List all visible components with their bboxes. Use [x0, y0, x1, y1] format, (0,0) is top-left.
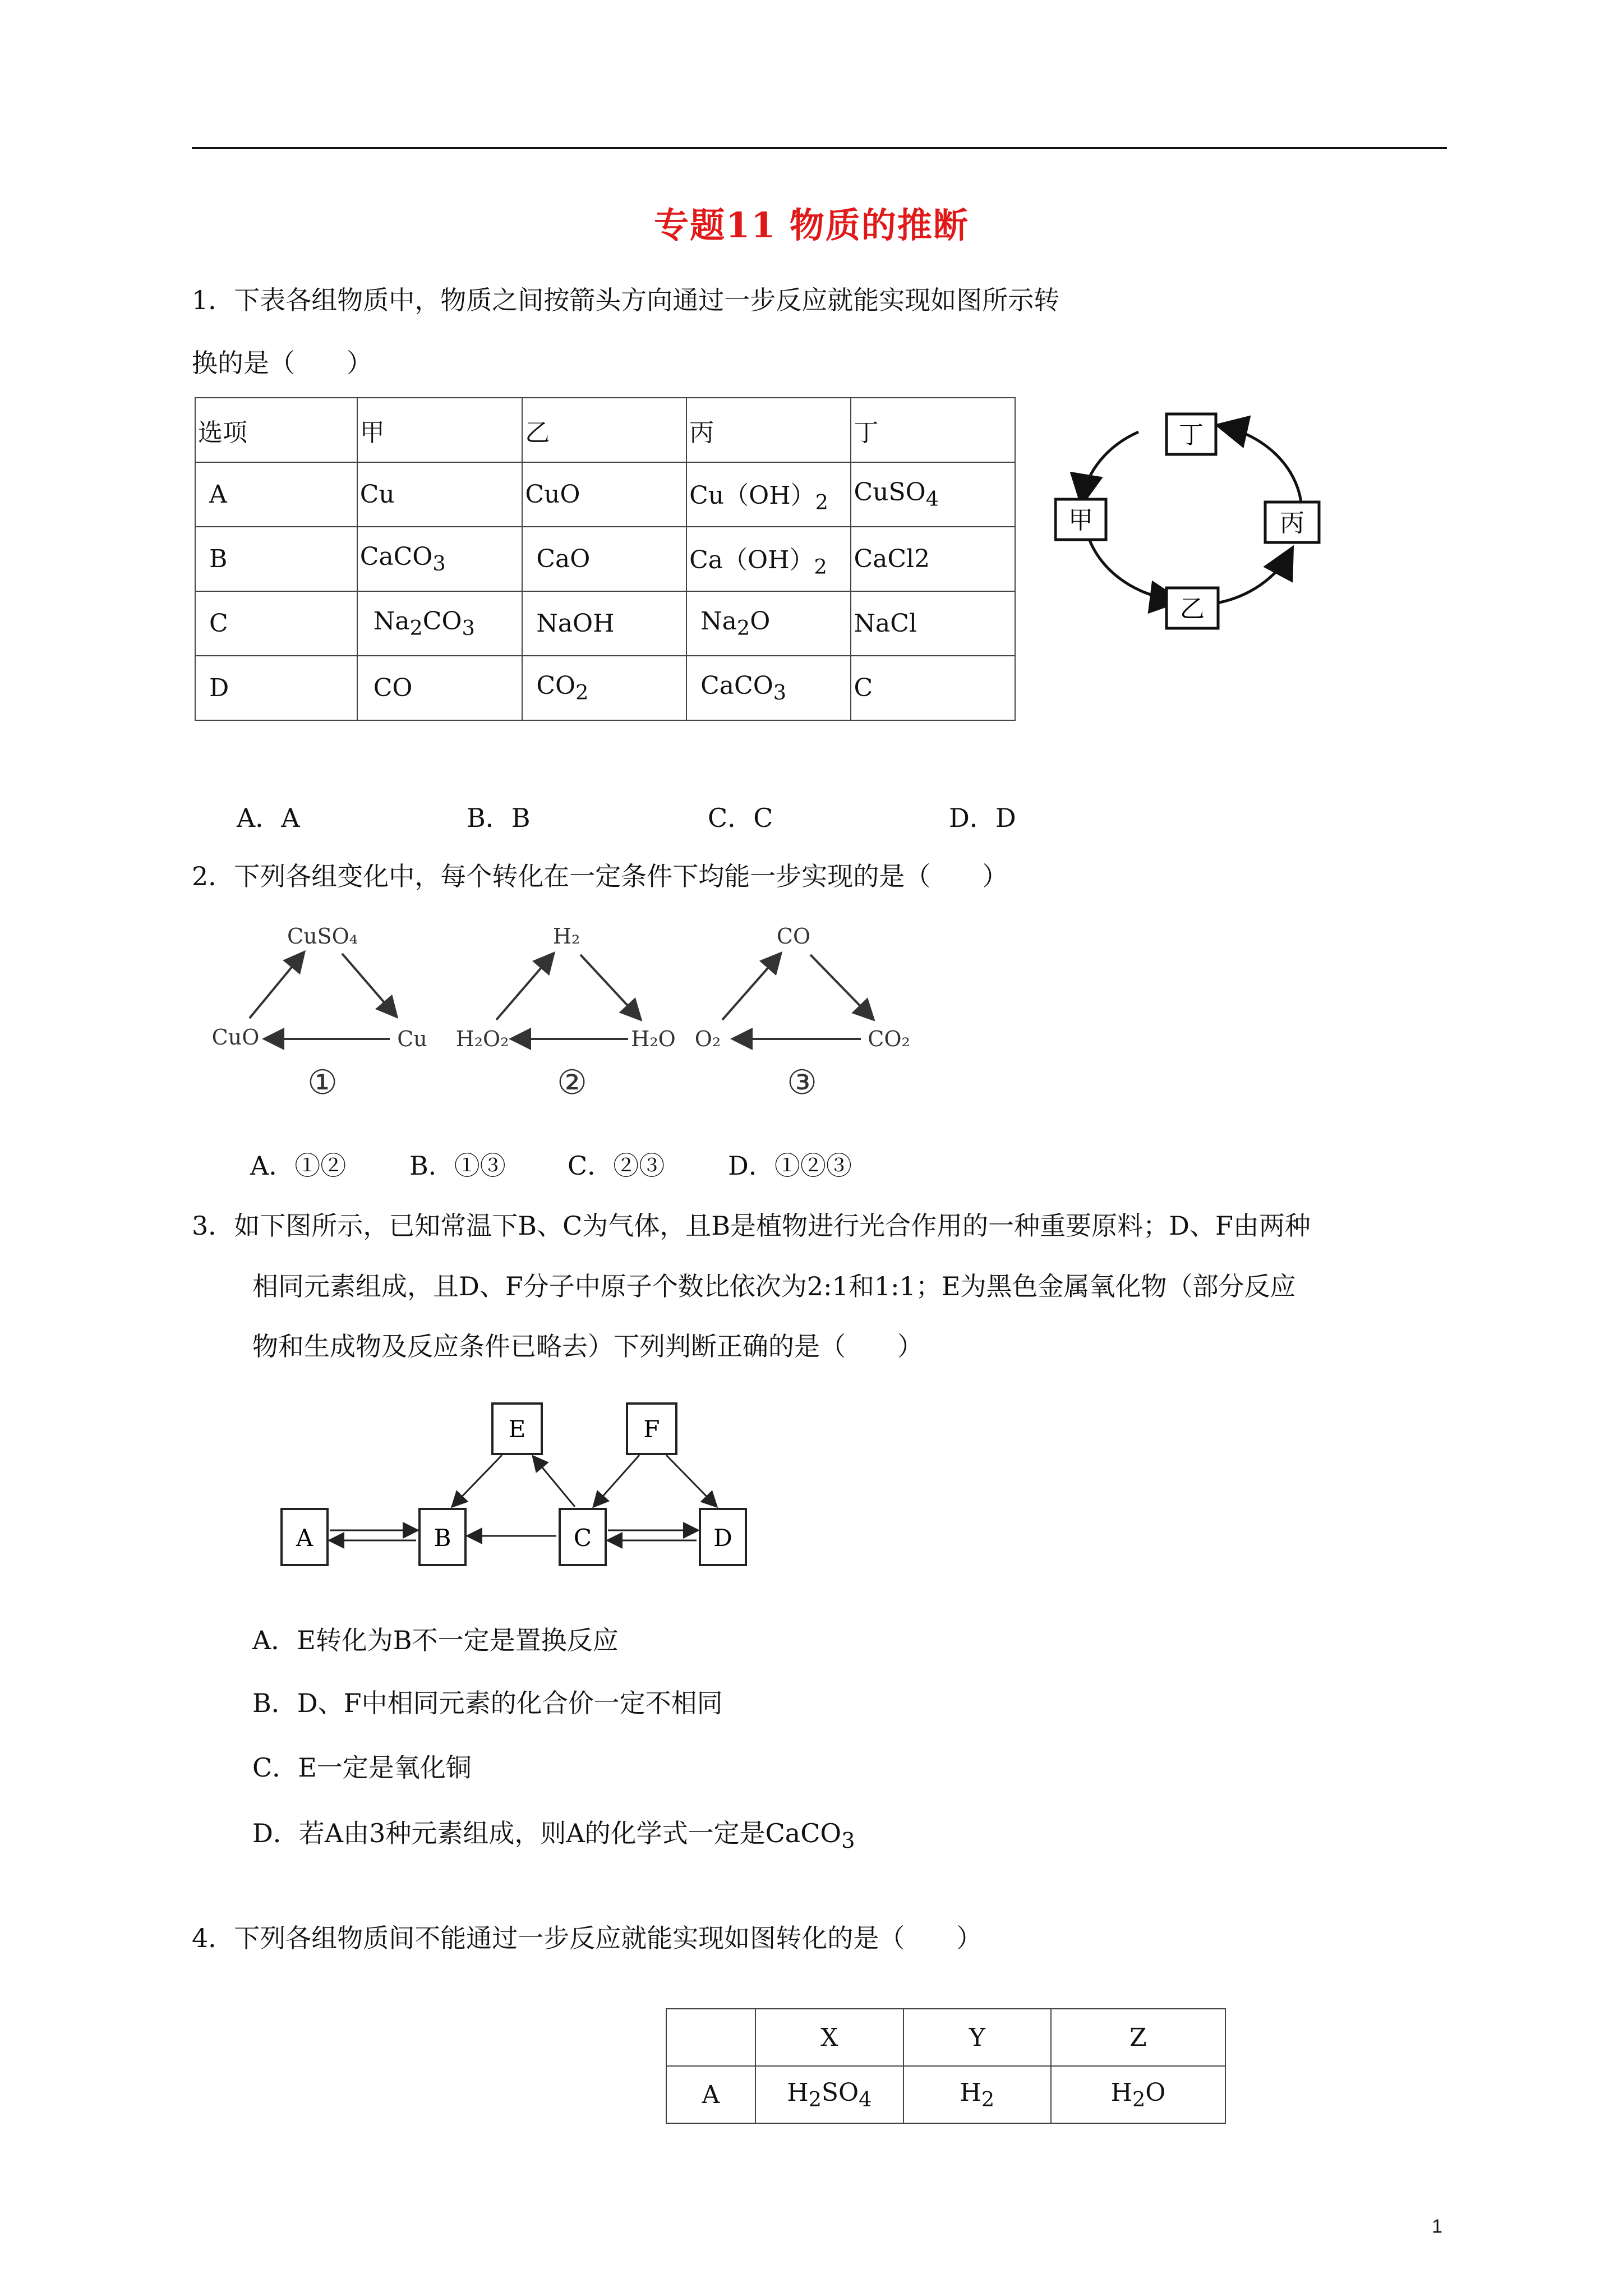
- node-label: 乙: [1180, 595, 1205, 623]
- arrow: [534, 1457, 575, 1507]
- q2-text: 2．下列各组变化中，每个转化在一定条件下均能一步实现的是（ ）: [192, 861, 1008, 891]
- table-cell: [851, 462, 1015, 527]
- formula-subscript: 2: [409, 615, 423, 640]
- q3-node-e: [492, 1404, 542, 1454]
- diagram-label-right: CO₂: [868, 1027, 910, 1051]
- table-cell: [686, 591, 851, 656]
- q2-diagrams: [208, 920, 959, 1111]
- formula-subscript: 2: [808, 2087, 822, 2111]
- q2-option-a[interactable]: A．①②: [250, 1151, 347, 1181]
- table-cell: A: [195, 462, 357, 527]
- table-cell: C: [851, 656, 1015, 720]
- q2-option-b[interactable]: B．①③: [409, 1151, 506, 1181]
- formula-subscript: 3: [462, 615, 475, 640]
- q3-node-d: [700, 1509, 746, 1565]
- q4-text: 4．下列各组物质间不能通过一步反应就能实现如图转化的是（ ）: [192, 1923, 983, 1953]
- table-cell: [755, 2066, 903, 2123]
- formula-text: Ca（OH）: [689, 545, 814, 574]
- q3-option-d[interactable]: [252, 1813, 855, 1853]
- diagram-label-left: CuO: [211, 1025, 260, 1050]
- arrow: [580, 955, 639, 1018]
- diagram-number: ①: [307, 1063, 338, 1102]
- diagram-label-top: H₂: [552, 924, 580, 949]
- q1-text-line2: 换的是（ ）: [192, 348, 372, 378]
- formula-text: CO: [422, 607, 462, 636]
- q3-node-a: [282, 1509, 328, 1565]
- q1-text-line1: 1．下表各组物质中，物质之间按箭头方向通过一步反应就能实现如图所示转: [192, 285, 1060, 315]
- table-cell: [686, 656, 851, 720]
- page-title: 专题11 物质的推断: [654, 205, 969, 246]
- q1-option-d[interactable]: D．D: [949, 803, 1016, 833]
- q2-diagram-1: [212, 924, 427, 1102]
- formula-subscript: 2: [736, 615, 750, 640]
- table-header-cell: X: [755, 2009, 903, 2066]
- diagram-label-top: CuSO₄: [287, 924, 358, 949]
- formula-text: SO: [821, 2078, 859, 2107]
- formula-text: Na: [700, 607, 737, 636]
- node-label: F: [643, 1415, 660, 1443]
- q4-table: [666, 2008, 1226, 2124]
- table-row: [666, 2066, 1225, 2123]
- node-label: D: [713, 1524, 732, 1552]
- table-row: [666, 2009, 1225, 2066]
- formula-text: O: [750, 607, 771, 636]
- table-header-cell: Z: [1051, 2009, 1225, 2066]
- table-cell: D: [195, 656, 357, 720]
- table-cell: [1051, 2066, 1225, 2123]
- arrow: [342, 954, 395, 1015]
- q2-option-d[interactable]: D．①②③: [728, 1151, 852, 1181]
- table-row: [195, 462, 1015, 527]
- node-label: B: [434, 1524, 451, 1552]
- formula-subscript: 2: [981, 2087, 995, 2111]
- q1-option-c[interactable]: C．C: [708, 803, 773, 833]
- table-header-cell: 选项: [195, 398, 357, 462]
- formula-text: CaCl: [854, 545, 915, 573]
- diagram-label-left: H₂O₂: [455, 1027, 509, 1051]
- q1-option-a[interactable]: A．A: [237, 803, 300, 833]
- option-text: D．若A由3种元素组成，则A的化学式一定是CaCO: [252, 1818, 842, 1848]
- formula-text: H: [787, 2078, 809, 2107]
- q3-text-line1: 3．如下图所示，已知常温下B、C为气体，且B是植物进行光合作用的一种重要原料；D、F由两种: [192, 1211, 1311, 1241]
- diagram-label-right: H₂O: [631, 1027, 676, 1051]
- table-cell: [357, 527, 523, 591]
- table-cell: [522, 656, 686, 720]
- table-header-cell: 甲: [357, 398, 523, 462]
- formula-subscript: 3: [773, 680, 787, 705]
- formula-subscript: 4: [859, 2087, 872, 2111]
- arrow: [594, 1455, 639, 1506]
- page-number: 1: [1432, 2216, 1442, 2237]
- arrow: [496, 955, 552, 1020]
- table-cell: [903, 2066, 1051, 2123]
- table-header-cell: 丙: [686, 398, 851, 462]
- cycle-node-jia: [1055, 499, 1106, 540]
- formula-text: H: [960, 2078, 981, 2107]
- header-rule: [192, 147, 1447, 149]
- table-cell: [686, 462, 851, 527]
- formula-subscript: 3: [432, 551, 446, 576]
- q3-node-b: [419, 1509, 465, 1565]
- table-row: [195, 656, 1015, 720]
- table-cell: CO: [357, 656, 523, 720]
- q3-node-c: [560, 1509, 606, 1565]
- cycle-arrow: [1223, 426, 1301, 502]
- q3-option-b[interactable]: B．D、F中相同元素的化合价一定不相同: [252, 1688, 723, 1718]
- node-label: A: [296, 1524, 313, 1552]
- table-header-cell: [666, 2009, 755, 2066]
- diagram-label-left: O₂: [694, 1027, 721, 1051]
- q1-option-b[interactable]: B．B: [467, 803, 531, 833]
- formula-text: O: [1145, 2078, 1166, 2107]
- cycle-node-bing: [1265, 502, 1319, 542]
- node-label: 丙: [1280, 509, 1304, 537]
- table-row: [195, 591, 1015, 656]
- table-header-cell: 乙: [522, 398, 686, 462]
- arrow: [722, 955, 780, 1020]
- formula-subscript: 3: [841, 1828, 855, 1854]
- table-cell: NaCl: [851, 591, 1015, 656]
- cycle-node-ding: [1166, 414, 1216, 454]
- node-label: C: [573, 1524, 592, 1552]
- diagram-label-top: CO: [776, 924, 811, 949]
- formula-subscript: 2: [815, 490, 828, 514]
- table-row: [195, 527, 1015, 591]
- formula-subscript: 2: [575, 680, 589, 705]
- q2-option-c[interactable]: C．②③: [568, 1151, 665, 1181]
- table-cell: A: [666, 2066, 755, 2123]
- formula-text: CaCO: [700, 671, 773, 701]
- formula-text: CO: [536, 671, 576, 701]
- formula-text: CaCO: [359, 542, 433, 572]
- table-cell: C: [195, 591, 357, 656]
- arrow: [810, 955, 872, 1018]
- formula-subscript: 2: [1132, 2087, 1146, 2111]
- q3-option-a[interactable]: A．E转化为B不一定是置换反应: [252, 1625, 619, 1655]
- q3-diagram: [275, 1397, 768, 1576]
- table-cell: [357, 591, 523, 656]
- table-cell: CaO: [522, 527, 686, 591]
- table-header-cell: Y: [903, 2009, 1051, 2066]
- arrow: [666, 1455, 716, 1506]
- q2-diagram-3: [695, 924, 910, 1102]
- q3-option-c[interactable]: C．E一定是氧化铜: [252, 1752, 472, 1783]
- table-cell: B: [195, 527, 357, 591]
- table-cell: CuO: [522, 462, 686, 527]
- diagram-number: ②: [557, 1063, 587, 1102]
- node-label: E: [508, 1415, 526, 1443]
- cycle-node-yi: [1166, 588, 1218, 628]
- diagram-number: ③: [787, 1063, 817, 1102]
- formula-text: H: [1110, 2078, 1132, 2107]
- q3-text-line3: 物和生成物及反应条件已略去）下列判断正确的是（ ）: [252, 1331, 923, 1361]
- cycle-arrow: [1082, 432, 1138, 499]
- q1-cycle-diagram: [1054, 409, 1335, 645]
- formula-text: Cu（OH）: [689, 481, 815, 510]
- table-cell: Cu: [357, 462, 523, 527]
- formula-text: Na: [373, 607, 410, 636]
- table-cell: [851, 527, 1015, 591]
- q2-diagram-2: [456, 924, 676, 1102]
- formula-subscript: 4: [925, 486, 939, 511]
- table-header-cell: 丁: [851, 398, 1015, 462]
- table-cell: [686, 527, 851, 591]
- table-cell: NaOH: [522, 591, 686, 656]
- formula-subscript: 2: [814, 554, 827, 579]
- q1-table: [195, 397, 1016, 721]
- cycle-arrow: [1217, 553, 1290, 603]
- q3-text-line2: 相同元素组成，且D、F分子中原子个数比依次为2:1和1:1；E为黑色金属氧化物（部分反应: [252, 1271, 1296, 1301]
- formula-subscript: 2: [914, 545, 930, 573]
- diagram-label-right: Cu: [397, 1027, 427, 1051]
- arrow: [250, 954, 303, 1018]
- table-row: [195, 398, 1015, 462]
- q3-node-f: [627, 1404, 676, 1454]
- node-label: 丁: [1179, 421, 1204, 449]
- node-label: 甲: [1068, 506, 1093, 535]
- formula-text: CuSO: [854, 478, 926, 507]
- cycle-arrow: [1088, 536, 1175, 600]
- arrow: [453, 1455, 502, 1506]
